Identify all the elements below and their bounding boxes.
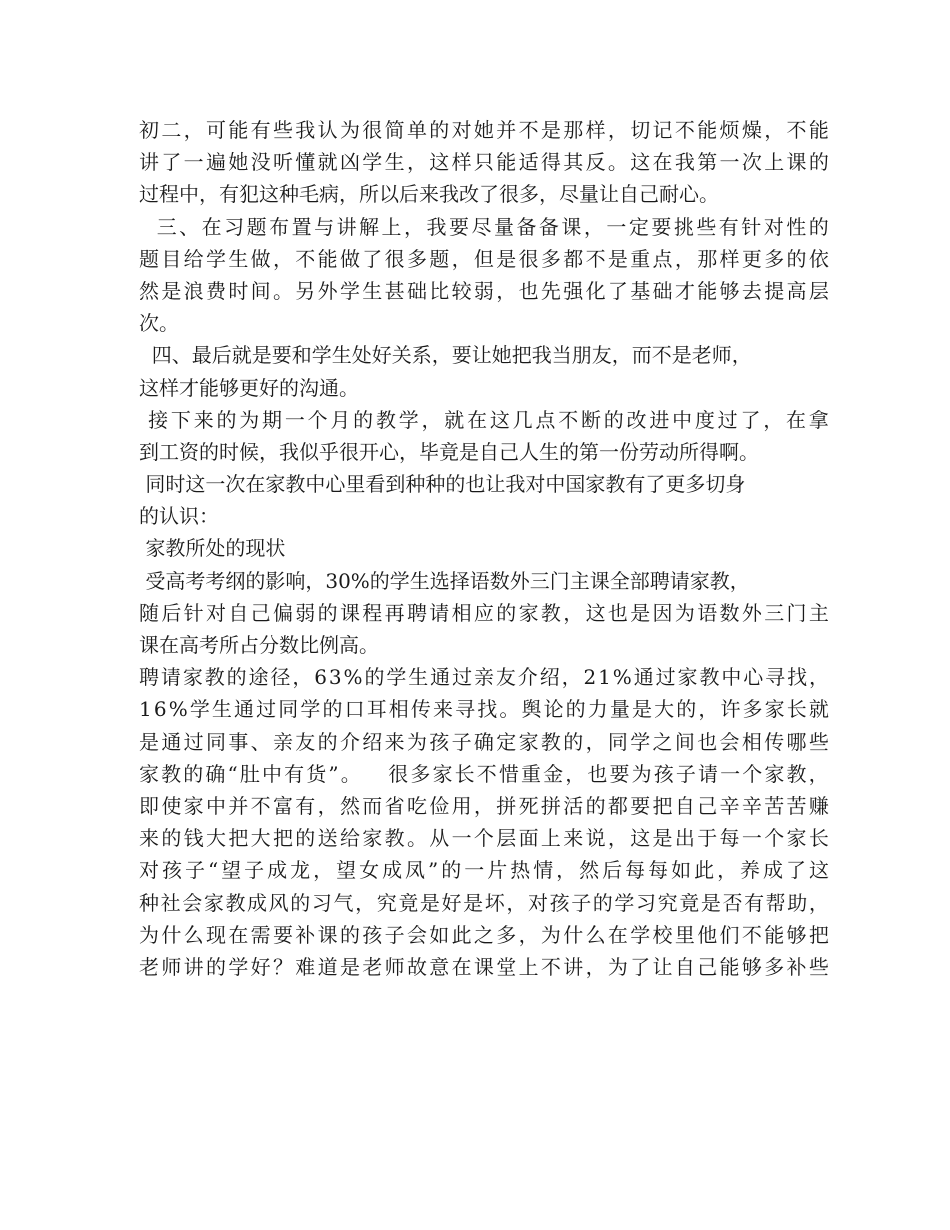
text-line: 家 教 的 确 “ 肚 中 有 货 ” 。 很 多 家 长 不 惜 重 金 ， 也 要 为 孩 子 请 一 个 家 教 ， <box>139 761 829 786</box>
text-line: 题 目 给 学 生 做 ， 不 能 做 了 很 多 题 ， 但 是 很 多 都 不 是 重 点 ， 那 样 更 多 的 依 <box>139 246 829 271</box>
text-line: 是 通 过 同 事 、 亲 友 的 介 绍 来 为 孩 子 确 定 家 教 的 ， 同 学 之 间 也 会 相 传 哪 些 <box>139 729 829 754</box>
text-line: 种 社 会 家 教 成 风 的 习 气 ， 究 竟 是 好 是 坏 ， 对 孩 子 的 学 习 究 竟 是 否 有 帮 助 ， <box>139 890 829 915</box>
body-text <box>139 114 829 983</box>
text-line: 对 孩 子 “ 望 子 成 龙 ， 望 女 成 凤 ” 的 一 片 热 情 ， 然 后 每 每 如 此 ， 养 成 了 这 <box>139 858 829 883</box>
text-line: 随 后 针 对 自 己 偏 弱 的 课 程 再 聘 请 相 应 的 家 教 ， 这 也 是 因 为 语 数 外 三 门 主 <box>139 600 829 625</box>
text-line: 同时这一次在家教中心里看到种种的也让我对中国家教有了更多切身 <box>139 472 746 497</box>
text-line: 三 、 在 习 题 布 置 与 讲 解 上 ， 我 要 尽 量 备 备 课 ， 一 定 要 挑 些 有 针 对 性 的 <box>156 214 829 239</box>
text-line: 四、最后就是要和学生处好关系，要让她把我当朋友，而不是老师， <box>139 343 752 368</box>
text-line: 讲 了 一 遍 她 没 听 懂 就 凶 学 生 ， 这 样 只 能 适 得 其 反 。 这 在 我 第 一 次 上 课 的 <box>139 150 829 175</box>
text-line: 聘 请 家 教 的 途 径 ， 6 3 % 的 学 生 通 过 亲 友 介 绍 ， 2 1 % 通 过 家 教 中 心 寻 找 ， <box>139 665 829 690</box>
text-line: 家教所处的现状 <box>139 536 286 561</box>
text-line: 1 6 % 学 生 通 过 同 学 的 口 耳 相 传 来 寻 找 。 舆 论 的 力 量 是 大 的 ， 许 多 家 长 就 <box>139 697 829 722</box>
text-line: 过程中，有犯这种毛病，所以后来我改了很多，尽量让自己耐心。 <box>139 182 719 207</box>
text-line: 受高考考纲的影响，30%的学生选择语数外三门主课全部聘请家教， <box>139 568 750 593</box>
text-line: 初 二 ， 可 能 有 些 我 认 为 很 简 单 的 对 她 并 不 是 那 样 ， 切 记 不 能 烦 燥 ， 不 能 <box>139 118 829 142</box>
text-line: 为 什 么 现 在 需 要 补 课 的 孩 子 会 如 此 之 多 ， 为 什 么 在 学 校 里 他 们 不 能 够 把 <box>139 922 829 947</box>
text-line: 到工资的时候，我似乎很开心，毕竟是自己人生的第一份劳动所得啊。 <box>139 439 759 464</box>
text-line: 次。 <box>139 311 179 336</box>
text-line: 即 使 家 中 并 不 富 有 ， 然 而 省 吃 俭 用 ， 拼 死 拼 活 的 都 要 把 自 己 辛 辛 苦 苦 赚 <box>139 793 829 818</box>
text-line: 的认识： <box>139 504 219 529</box>
text-line: 老 师 讲 的 学 好 ？ 难 道 是 老 师 故 意 在 课 堂 上 不 讲 ， 为 了 让 自 己 能 够 多 补 些 <box>139 954 829 979</box>
text-line: 这样才能够更好的沟通。 <box>139 375 359 400</box>
text-line: 课在高考所占分数比例高。 <box>139 633 379 657</box>
text-line: 来 的 钱 大 把 大 把 的 送 给 家 教 。 从 一 个 层 面 上 来 说 ， 这 是 出 于 每 一 个 家 长 <box>139 826 829 851</box>
text-line: 然 是 浪 费 时 间 。 另 外 学 生 甚 础 比 较 弱 ， 也 先 强 化 了 基 础 才 能 够 去 提 高 层 <box>139 278 829 303</box>
text-line: 接 下 来 的 为 期 一 个 月 的 教 学 ， 就 在 这 几 点 不 断 的 改 进 中 度 过 了 ， 在 拿 <box>148 407 829 432</box>
